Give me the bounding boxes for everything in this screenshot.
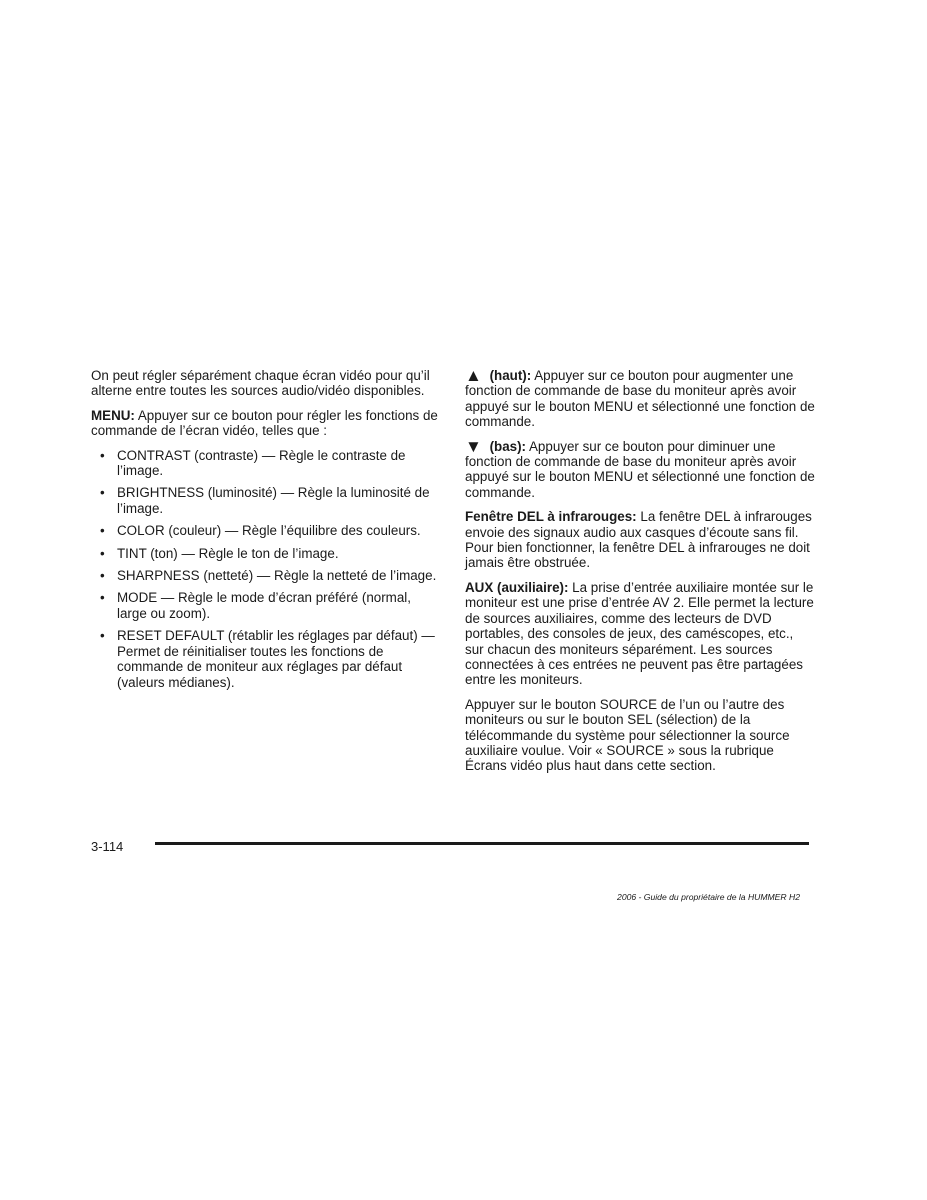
menu-functions-list [91,448,443,690]
up-button-paragraph [465,368,815,430]
list-item [91,568,443,583]
aux-paragraph [465,580,815,688]
list-item [91,523,443,538]
list-item-text: TINT (ton) — Règle le ton de l’image. [117,545,339,561]
bullet-icon: • [100,628,105,644]
down-button-paragraph [465,436,815,501]
menu-text: Appuyer sur ce bouton pour régler les fonctions de commande de l’écran vidéo, telles que : [91,407,438,439]
list-item [91,448,443,479]
list-item-text: RESET DEFAULT (rétablir les réglages par défaut) — Permet de réinitialiser toutes les fonctions de commande de moniteur aux réglages par défaut (valeurs médianes). [117,628,435,690]
intro-paragraph: On peut régler séparément chaque écran vidéo pour qu’il alterne entre toutes les sources audio/vidéo disponibles. [91,368,430,399]
list-item-text: COLOR (couleur) — Règle l’équilibre des couleurs. [117,523,421,539]
list-item-text: SHARPNESS (netteté) — Règle la netteté de l’image. [117,568,437,584]
down-term: (bas): [489,438,527,454]
list-item-text: BRIGHTNESS (luminosité) — Règle la luminosité de l’image. [117,485,430,516]
list-item-text: CONTRAST (contraste) — Règle le contraste de l’image. [117,447,406,479]
up-term: (haut): [489,368,532,383]
aux-term: AUX (auxiliaire): [465,579,569,595]
list-item [91,485,443,516]
footer-divider [155,842,809,845]
source-paragraph: Appuyer sur le bouton SOURCE de l’un ou l’autre des moniteurs ou sur le bouton SEL (sélection) de la télécommande du système pour sélectionner la source auxiliaire voulue. Voir « SOURCE » sous la rubrique Écrans vidéo plus haut dans cette section. [465,696,790,774]
page-number: 3-114 [91,839,124,854]
infrared-text: La fenêtre DEL à infrarouges envoie des signaux audio aux casques d’écoute sans fil. Pour bien fonctionner, la fenêtre DEL à infrarouges ne doit jamais être obstruée. [465,509,812,571]
bullet-icon: • [100,485,105,501]
up-text: Appuyer sur ce bouton pour augmenter une fonction de commande de base du moniteur après avoir appuyé sur le bouton MENU et sélectionné une fonction de commande. [465,368,815,430]
list-item [91,628,443,690]
down-triangle-icon: ▼ [465,436,482,456]
footer-caption: 2006 - Guide du propriétaire de la HUMMER H2 [617,892,800,902]
menu-paragraph [91,408,443,439]
down-text: Appuyer sur ce bouton pour diminuer une fonction de commande de base du moniteur après avoir appuyé sur le bouton MENU et sélectionné une fonction de commande. [465,438,815,500]
bullet-icon: • [100,545,105,561]
up-triangle-icon: ▲ [465,366,482,385]
right-column [465,368,815,783]
infrared-term: Fenêtre DEL à infrarouges: [465,509,637,525]
bullet-icon: • [100,523,105,539]
bullet-icon: • [100,590,105,606]
list-item [91,590,443,621]
bullet-icon: • [100,568,105,584]
list-item-text: MODE — Règle le mode d’écran préféré (normal, large ou zoom). [117,590,411,621]
menu-term: MENU: [91,407,135,423]
bullet-icon: • [100,447,105,463]
list-item [91,546,443,561]
left-column [91,368,443,697]
aux-text: La prise d’entrée auxiliaire montée sur le moniteur est une prise d’entrée AV 2. Elle permet la lecture de sources auxiliaires, comme des lecteurs de DVD portables, des consoles de jeux, des caméscopes, etc., sur chacun des moniteurs séparément. Les sources connectées à ces entrées ne peuvent pas être partagées entre les moniteurs. [465,579,814,688]
infrared-paragraph [465,509,815,571]
